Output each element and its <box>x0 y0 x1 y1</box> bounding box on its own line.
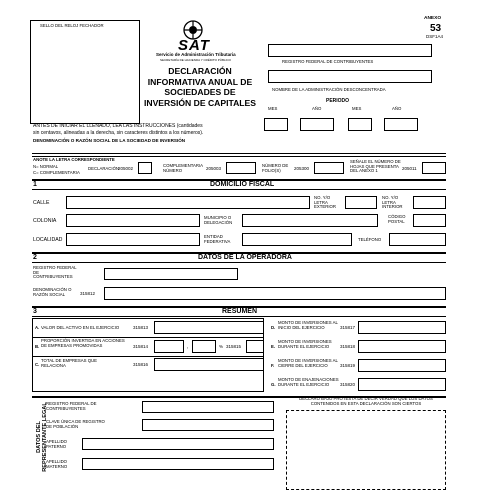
section-3-subrule <box>32 316 446 317</box>
row-e-letter: E. <box>271 344 276 349</box>
row-g-letter: G. <box>271 382 276 387</box>
colonia-label: COLONIA <box>33 218 57 224</box>
seal-label: SELLO DEL RELOJ FECHADOR <box>40 23 104 28</box>
summary-divider <box>32 356 264 357</box>
numero-folio-field[interactable] <box>314 162 344 174</box>
admin-label: NOMBRE DE LA ADMINISTRACIÓN DESCONCENTRADA <box>272 87 386 92</box>
rfc-header-field[interactable] <box>268 44 432 57</box>
senale-field[interactable] <box>422 162 446 174</box>
periodo-mes-1-field[interactable] <box>264 118 288 131</box>
complementaria-field[interactable] <box>226 162 256 174</box>
row-g-text: MONTO DE ENAJENACIONES DURANTE EL EJERCICIO <box>278 377 339 387</box>
row-a-text: VALOR DEL ACTIVO EN EL EJERCICIO <box>41 325 120 330</box>
instructions-line-1: ANTES DE INICIAR EL LLENADO, LEA LAS INSTRUCCIONES (cantidades <box>33 123 203 129</box>
rep-apellido-paterno-field[interactable] <box>82 438 274 450</box>
periodo-ano-1-field[interactable] <box>300 118 334 131</box>
row-c-code: 315816 <box>133 362 149 367</box>
section-2-title: DATOS DE LA OPERADORA <box>198 254 292 261</box>
section-1-title: DOMICILIO FISCAL <box>210 181 275 188</box>
rep-apellido-materno-label: APELLIDO MATERNO <box>46 459 68 469</box>
codigo-postal-label: CÓDIGO POSTAL <box>388 214 406 224</box>
operadora-denominacion-code: 315812 <box>80 291 96 296</box>
row-b-field-3[interactable] <box>246 340 264 353</box>
row-d-text: MONTO DE INVERSIONES AL INICIO DEL EJERCICIO <box>278 320 338 330</box>
normal-label: N= NORMAL <box>33 164 59 169</box>
row-b-letter: B. <box>35 344 40 349</box>
colonia-field[interactable] <box>66 214 200 227</box>
no-int-field[interactable] <box>413 196 446 209</box>
row-b-code-2: 315815 <box>226 344 242 349</box>
rep-curp-label: CLAVE ÚNICA DE REGISTRO DE POBLACIÓN <box>46 419 105 429</box>
municipio-field[interactable] <box>242 214 378 227</box>
corresponde-title: ANOTE LA LETRA CORRESPONDIENTE <box>33 157 115 162</box>
row-f-letter: F. <box>271 363 275 368</box>
row-b-text: PROPORCIÓN INVERTIDA EN ACCIONES DE EMPRESAS PROMOVIDAS <box>41 338 125 348</box>
calle-label: CALLE <box>33 200 50 206</box>
legal-rep-side-text: DATOS DEL REPRESENTANTE LEGAL <box>36 402 48 472</box>
sat-agency: SECRETARÍA DE HACIENDA Y CRÉDITO PÚBLICO <box>160 58 231 62</box>
declaracion-label: DECLARACIÓN <box>88 166 120 171</box>
complementaria-label: C= COMPLEMENTARIA <box>33 170 80 175</box>
periodo-ano-2-field[interactable] <box>384 118 418 131</box>
row-a-letter: A. <box>35 325 40 330</box>
section-2-subrule <box>32 262 446 263</box>
operadora-rfc-label: REGISTRO FEDERAL DE CONTRIBUYENTES <box>33 265 77 279</box>
section-1-subrule <box>32 189 446 190</box>
rfc-header-label: REGISTRO FEDERAL DE CONTRIBUYENTES <box>282 59 374 64</box>
declaracion-field[interactable] <box>138 162 152 174</box>
anexo-number: 53 <box>430 23 442 34</box>
row-a-field[interactable] <box>154 321 264 334</box>
signature-box[interactable] <box>286 410 446 490</box>
row-g-code: 315820 <box>340 382 356 387</box>
rep-rfc-field[interactable] <box>142 401 274 413</box>
periodo-ano-2: AÑO <box>392 106 402 111</box>
row-b-code: 315814 <box>133 344 149 349</box>
senale-code: 205011 <box>402 166 417 171</box>
complementaria-code: 205003 <box>206 166 222 171</box>
seal-box <box>30 20 140 124</box>
section-3-title: RESUMEN <box>222 308 258 315</box>
section-2-number: 2 <box>33 254 37 261</box>
numero-folio-label: NÚMERO DE FOLIO(S) <box>262 163 289 173</box>
numero-folio-code: 205300 <box>294 166 310 171</box>
rep-apellido-paterno-label: APELLIDO PATERNO <box>46 439 68 449</box>
telefono-field[interactable] <box>389 233 446 246</box>
row-g-field[interactable] <box>358 378 446 391</box>
declaracion-code: 205002 <box>118 166 134 171</box>
no-int-label: NO. Y/O LETRA INTERIOR <box>382 195 403 209</box>
rep-rfc-label: REGISTRO FEDERAL DE CONTRIBUYENTES <box>46 401 97 411</box>
row-d-code: 315817 <box>340 325 356 330</box>
row-e-code: 315818 <box>340 344 356 349</box>
form-code: DSF1A4 <box>426 34 444 39</box>
periodo-mes-2-field[interactable] <box>348 118 372 131</box>
row-f-code: 315819 <box>340 363 356 368</box>
title-line-3: SOCIEDADES DE <box>164 87 236 97</box>
sat-name: Servicio de Administración Tributaria <box>156 52 236 57</box>
periodo-mes-2: MES <box>352 106 362 111</box>
title-line-1: DECLARACIÓN <box>168 66 232 76</box>
row-d-field[interactable] <box>358 321 446 334</box>
telefono-label: TELÉFONO <box>358 237 382 242</box>
periodo-ano-1: AÑO <box>312 106 322 111</box>
section-1-number: 1 <box>33 181 37 188</box>
row-b-pct: % <box>219 344 224 349</box>
periodo-label: PERIODO <box>326 98 350 104</box>
no-ext-label: NO. Y/O LETRA EXTERIOR <box>314 195 336 209</box>
rep-curp-field[interactable] <box>142 419 274 431</box>
row-b-field-1[interactable] <box>154 340 184 353</box>
row-a-code: 315813 <box>133 325 149 330</box>
row-e-field[interactable] <box>358 340 446 353</box>
no-ext-field[interactable] <box>345 196 377 209</box>
denominacion-field[interactable] <box>32 146 446 154</box>
row-b-comma: , <box>187 344 189 350</box>
localidad-label: LOCALIDAD <box>33 237 63 243</box>
complementaria-numero-label: COMPLEMENTARIA NÚMERO <box>163 163 203 173</box>
sat-logo: SAT <box>178 37 210 54</box>
anexo-label: ANEXO <box>424 16 442 21</box>
operadora-denominacion-field[interactable] <box>104 287 446 300</box>
periodo-mes-1: MES <box>268 106 278 111</box>
operadora-rfc-field[interactable] <box>104 268 238 280</box>
row-c-letter: C. <box>35 362 40 367</box>
admin-field[interactable] <box>268 70 432 83</box>
row-c-field[interactable] <box>154 358 264 371</box>
entidad-label: ENTIDAD FEDERATIVA <box>204 234 231 244</box>
title-line-2: INFORMATIVA ANUAL DE <box>147 76 253 87</box>
municipio-label: MUNICIPIO O DELEGACIÓN <box>204 215 233 225</box>
codigo-postal-field[interactable] <box>413 214 446 227</box>
form-title <box>135 66 265 108</box>
denominacion-heading: DENOMINACIÓN O RAZÓN SOCIAL DE LA SOCIEDAD DE INVERSIÓN <box>33 138 186 143</box>
row-c-text: TOTAL DE EMPRESAS QUE RELACIONA <box>41 358 98 368</box>
rep-apellido-materno-field[interactable] <box>82 458 274 470</box>
section-3-number: 3 <box>33 308 37 315</box>
row-e-text: MONTO DE INVERSIONES DURANTE EL EJERCICIO <box>278 339 332 349</box>
row-f-field[interactable] <box>358 359 446 372</box>
operadora-denominacion-label: DENOMINACIÓN O RAZÓN SOCIAL <box>33 287 72 297</box>
calle-field[interactable] <box>66 196 310 209</box>
declaro-text: DECLARO BAJO PROTESTA DE DECIR VERDAD QUE LOS DATOS CONTENIDOS EN ESTA DECLARACIÓN SON CIERTOS <box>299 396 433 406</box>
title-line-4: INVERSIÓN DE CAPITALES <box>143 97 257 108</box>
senale-label: SEÑALE EL NÚMERO DE HOJAS QUE PRESENTA DEL ANEXO 1 <box>350 159 401 173</box>
instructions-line-2: sin centavos, alineadas a la derecha, sin caracteres distintos a los números). <box>33 130 204 136</box>
row-b-field-2[interactable] <box>192 340 216 353</box>
row-d-letter: D. <box>271 325 276 330</box>
entidad-field[interactable] <box>242 233 352 246</box>
localidad-field[interactable] <box>66 233 200 246</box>
row-f-text: MONTO DE INVERSIONES AL CIERRE DEL EJERCICIO <box>278 358 338 368</box>
